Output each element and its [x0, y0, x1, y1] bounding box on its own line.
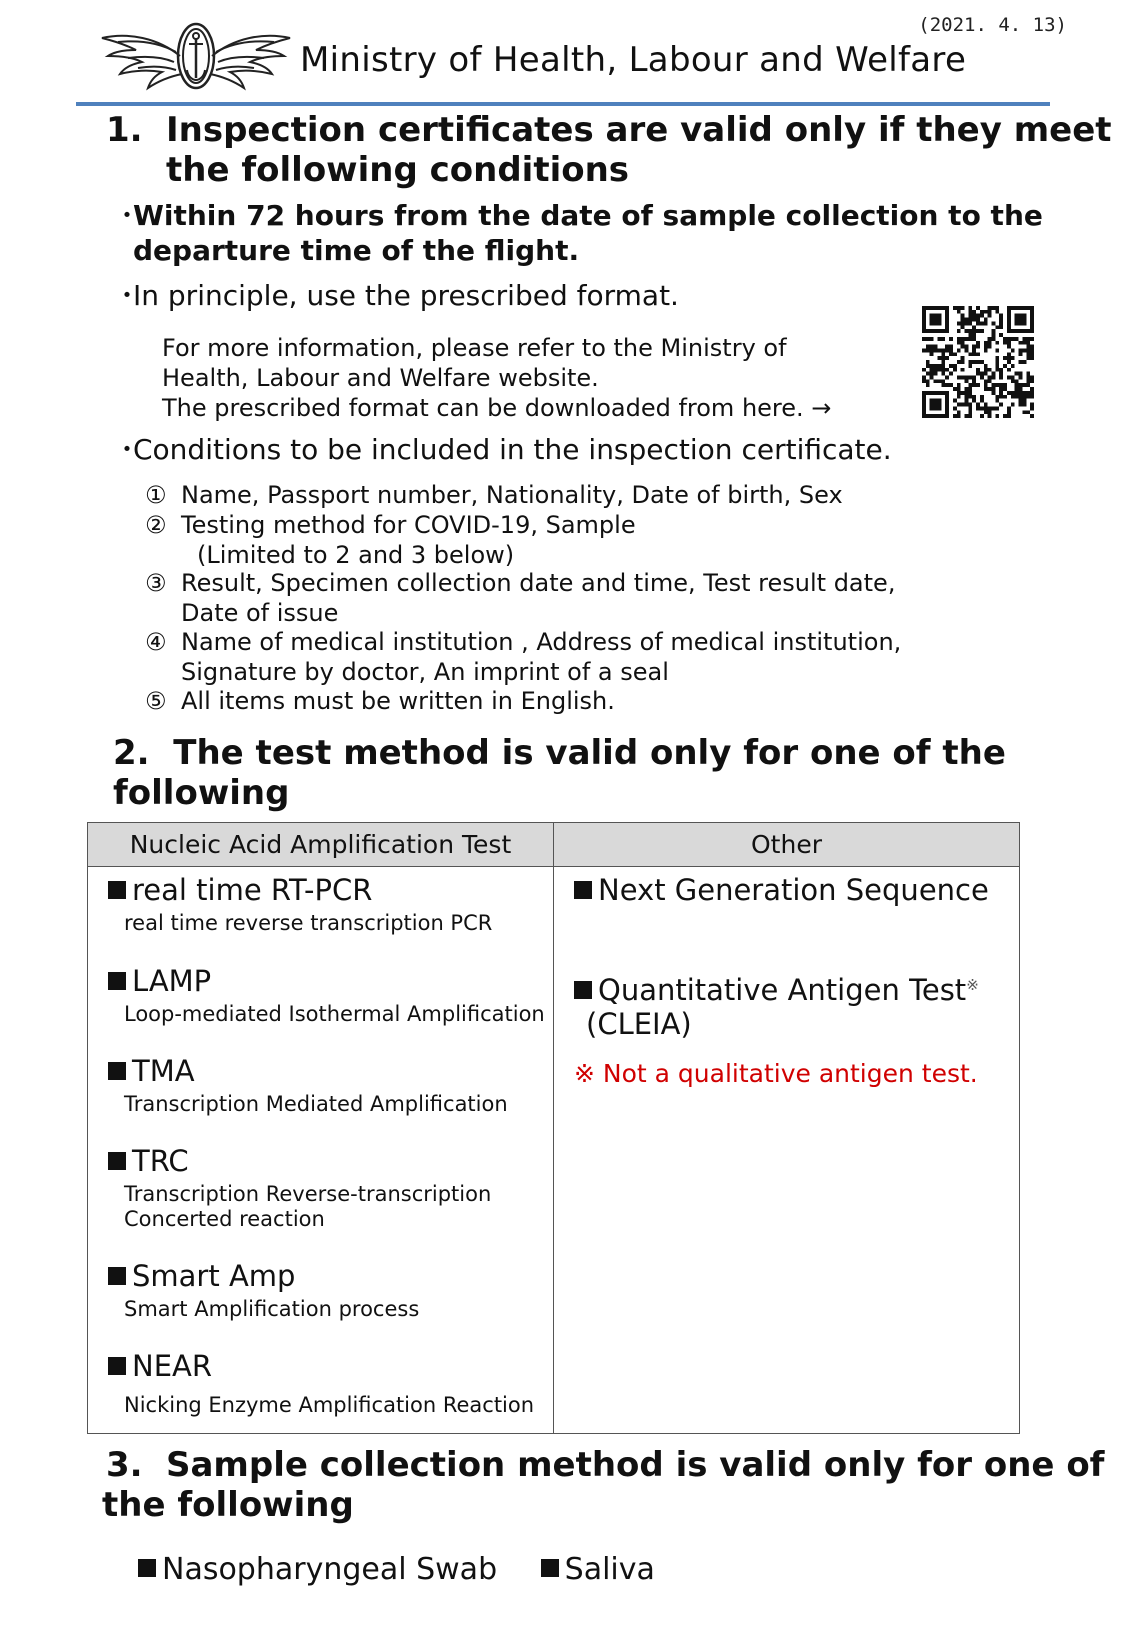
other-cell	[554, 867, 1020, 1434]
condition-item: ② Testing method for COVID-19, Sample (Limited to 2 and 3 below)	[145, 511, 636, 569]
section3-title-line1: Sample collection method is valid only for one of	[166, 1445, 1105, 1485]
sample-item: Nasopharyngeal Swab	[138, 1552, 497, 1587]
sample-item: Saliva	[541, 1552, 655, 1587]
bullet-72-hours-line2: departure time of the flight.	[133, 234, 580, 267]
method-item: Quantitative Antigen Test※ (CLEIA)	[574, 968, 979, 1041]
wings-anchor-emblem-icon	[98, 16, 294, 98]
section1-title-line2: the following conditions	[166, 150, 630, 190]
square-bullet-icon	[108, 1357, 126, 1375]
col-header-other: Other	[554, 823, 1020, 867]
section2-title-line1: The test method is valid only for one of the	[173, 733, 1006, 773]
section1-number: 1.	[106, 110, 143, 150]
info-line: Health, Labour and Welfare website.	[162, 364, 599, 392]
section1-title-line1: Inspection certificates are valid only if they meet	[166, 110, 1112, 150]
method-item: Smart Amp Smart Amplification process	[108, 1259, 419, 1322]
footnote-mark: ※	[966, 976, 979, 994]
section1-heading	[106, 110, 1112, 190]
method-item: Next Generation Sequence	[574, 873, 989, 907]
info-text	[162, 333, 831, 423]
method-item: real time RT-PCR real time reverse transcription PCR	[108, 873, 492, 936]
section3-title-line2: the following	[102, 1485, 354, 1525]
square-bullet-icon	[108, 972, 126, 990]
bullet-prescribed-format: ・In principle, use the prescribed format.	[113, 279, 679, 312]
test-method-table	[87, 822, 1020, 1434]
qr-code[interactable]	[922, 305, 1034, 419]
bullet-conditions: ・Conditions to be included in the inspection certificate.	[113, 433, 892, 466]
square-bullet-icon	[108, 1267, 126, 1285]
method-item: NEAR Nicking Enzyme Amplification Reaction	[108, 1349, 534, 1418]
antigen-note: ※ Not a qualitative antigen test.	[574, 1059, 978, 1088]
square-bullet-icon	[138, 1559, 156, 1577]
method-item: LAMP Loop-mediated Isothermal Amplification	[108, 964, 545, 1027]
condition-item: ④ Name of medical institution , Address of medical institution, Signature by doctor, An imprint of a seal	[145, 628, 902, 686]
sample-list	[138, 1552, 689, 1587]
naat-cell	[88, 867, 554, 1434]
ministry-name: Ministry of Health, Labour and Welfare	[300, 40, 967, 80]
square-bullet-icon	[574, 881, 592, 899]
section3-number: 3.	[106, 1445, 143, 1485]
square-bullet-icon	[574, 981, 592, 999]
info-line: For more information, please refer to the Ministry of	[162, 334, 787, 362]
condition-item: ⑤ All items must be written in English.	[145, 687, 615, 715]
section2-title-line2: following	[113, 773, 290, 813]
header-divider	[76, 102, 1050, 106]
bullet-72-hours-line1: Within 72 hours from the date of sample collection to the	[133, 199, 1043, 232]
section3-heading	[102, 1445, 1105, 1525]
condition-item: ③ Result, Specimen collection date and time, Test result date, Date of issue	[145, 569, 896, 627]
info-line: The prescribed format can be downloaded from here. →	[162, 394, 832, 422]
bullet-prescribed-format-text: In principle, use the prescribed format.	[133, 279, 679, 312]
section2-heading	[113, 733, 1006, 813]
condition-item: ① Name, Passport number, Nationality, Date of birth, Sex	[145, 481, 843, 509]
method-item: TMA Transcription Mediated Amplification	[108, 1054, 508, 1117]
bullet-conditions-text: Conditions to be included in the inspection certificate.	[133, 433, 892, 466]
square-bullet-icon	[108, 1062, 126, 1080]
section2-number: 2.	[113, 733, 150, 773]
square-bullet-icon	[108, 1152, 126, 1170]
square-bullet-icon	[108, 881, 126, 899]
square-bullet-icon	[541, 1559, 559, 1577]
col-header-naat: Nucleic Acid Amplification Test	[88, 823, 554, 867]
document-date: (2021. 4. 13)	[918, 14, 1067, 36]
bullet-72-hours: ・Within 72 hours from the date of sample collection to the departure time of the flight.	[113, 199, 1043, 267]
method-item: TRC Transcription Reverse-transcription Concerted reaction	[108, 1144, 491, 1232]
